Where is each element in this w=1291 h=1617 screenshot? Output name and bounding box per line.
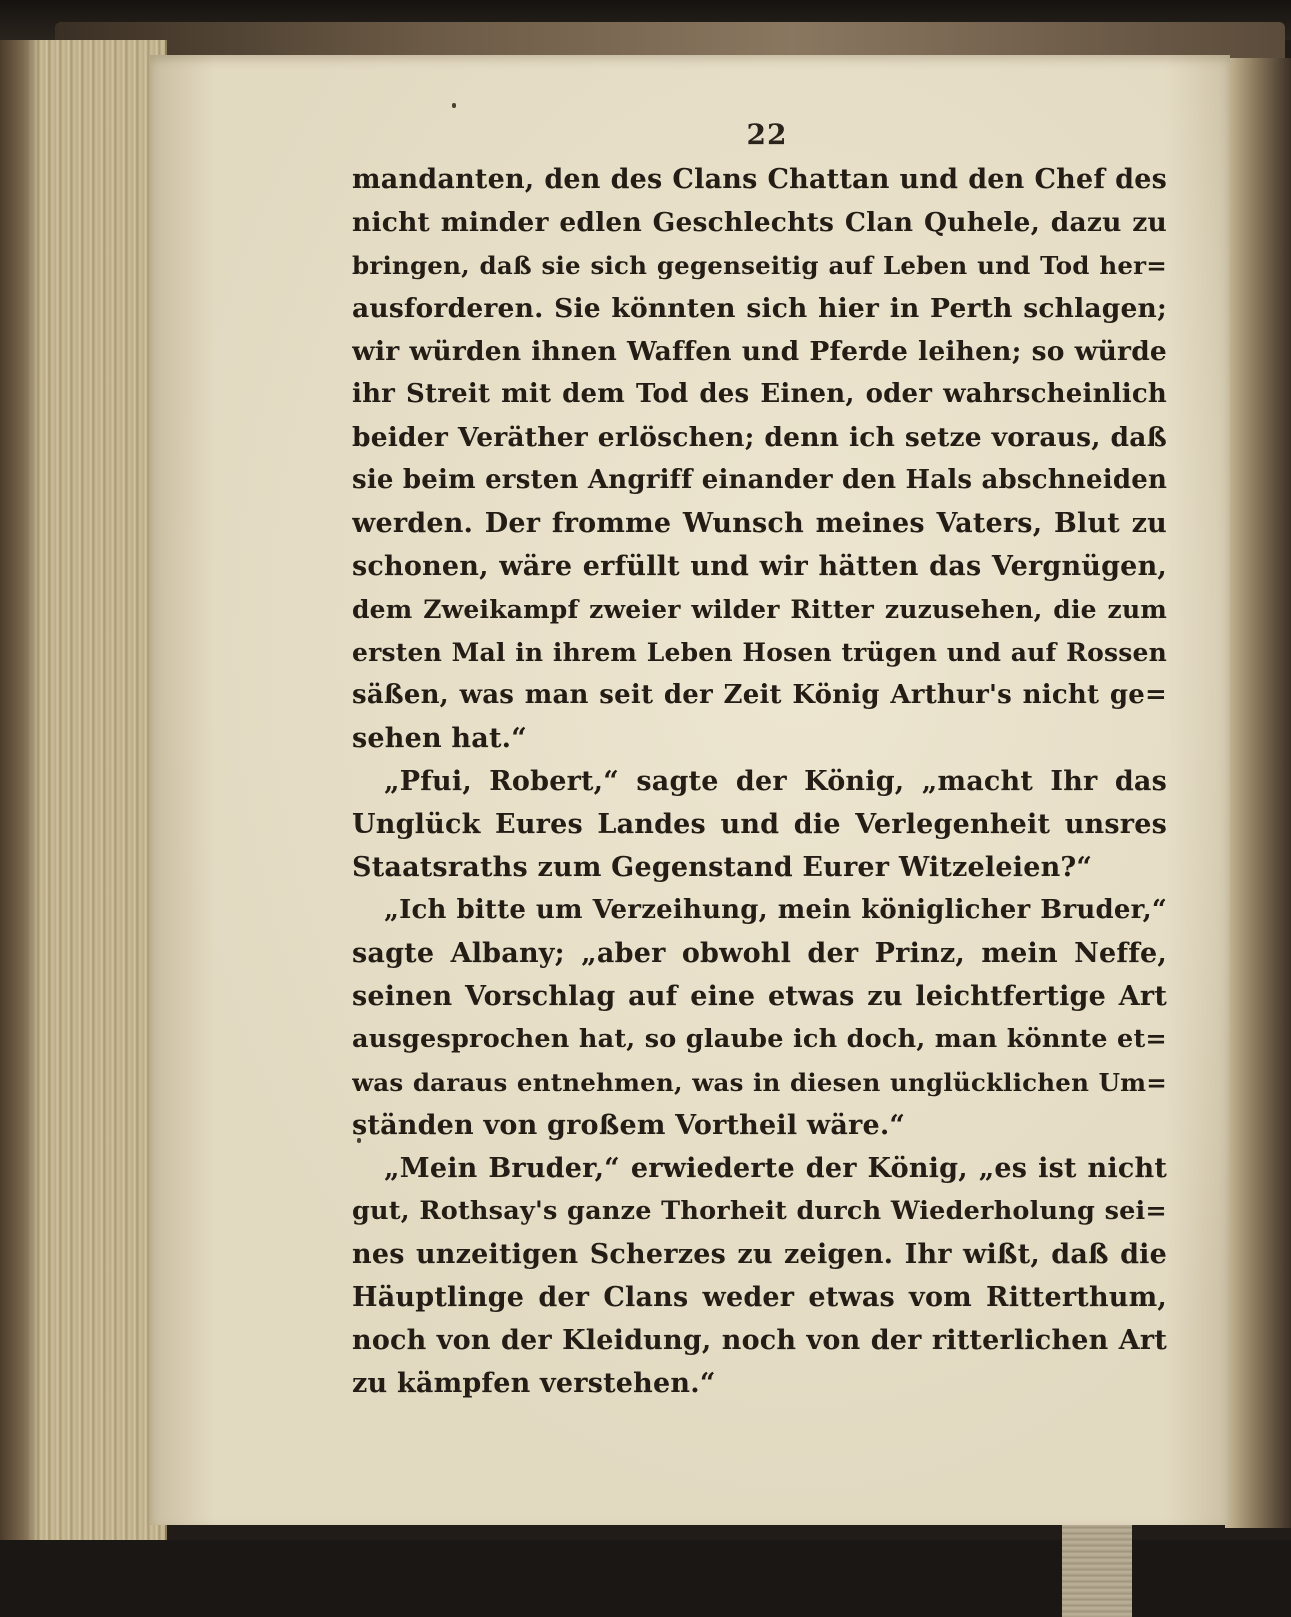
text-line: ausgesprochen hat, so glaube ich doch, man könnte et= — [352, 1024, 1167, 1054]
text-line: nicht minder edlen Geschlechts Clan Quhele, dazu zu — [352, 207, 1167, 238]
page-number: 22 — [746, 118, 788, 151]
page-stack-edges — [0, 40, 167, 1540]
text-line: werden. Der fromme Wunsch meines Vaters, Blut zu — [352, 508, 1167, 539]
text-line: ersten Mal in ihrem Leben Hosen trügen und auf Rossen — [352, 638, 1167, 667]
text-line: beider Veräther erlöschen; denn ich setze voraus, daß — [352, 422, 1167, 453]
text-line: Unglück Eures Landes und die Verlegenheit unsres — [352, 809, 1167, 840]
text-line: ihr Streit mit dem Tod des Einen, oder wahrscheinlich — [352, 379, 1167, 409]
text-line: sie beim ersten Angriff einander den Hals abschneiden — [352, 465, 1167, 495]
text-line: sehen hat.“ — [352, 723, 527, 754]
body-text — [352, 158, 1167, 1405]
text-line: schonen, wäre erfüllt und wir hätten das Vergnügen, — [352, 551, 1167, 582]
ink-speck — [452, 103, 456, 108]
text-line: mandanten, den des Clans Chattan und den Chef des — [352, 164, 1167, 195]
text-line: Häuptlinge der Clans weder etwas vom Ritterthum, — [352, 1282, 1167, 1313]
text-line: wir würden ihnen Waffen und Pferde leihen; so würde — [352, 336, 1167, 367]
text-line: ständen von großem Vortheil wäre.“ — [352, 1110, 906, 1141]
text-line: seinen Vorschlag auf eine etwas zu leichtfertige Art — [352, 981, 1167, 1012]
text-line: zu kämpfen verstehen.“ — [352, 1368, 716, 1399]
text-line: noch von der Kleidung, noch von der ritterlichen Art — [352, 1325, 1167, 1356]
text-line: gut, Rothsay's ganze Thorheit durch Wiederholung sei= — [352, 1196, 1167, 1226]
text-line: säßen, was man seit der Zeit König Arthur's nicht ge= — [352, 680, 1167, 710]
text-line: „Pfui, Robert,“ sagte der König, „macht Ihr das — [384, 766, 1167, 797]
book-spine-shadow — [1225, 58, 1291, 1528]
text-line: was daraus entnehmen, was in diesen unglücklichen Um= — [352, 1068, 1167, 1097]
text-line: „Mein Bruder,“ erwiederte der König, „es ist nicht — [384, 1153, 1167, 1184]
text-line: Staatsraths zum Gegenstand Eurer Witzeleien?“ — [352, 852, 1093, 883]
text-line: nes unzeitigen Scherzes zu zeigen. Ihr wißt, daß die — [352, 1239, 1167, 1270]
text-line: „Ich bitte um Verzeihung, mein königlicher Bruder,“ — [384, 895, 1167, 925]
text-line: sagte Albany; „aber obwohl der Prinz, mein Neffe, — [352, 938, 1167, 969]
text-line: bringen, daß sie sich gegenseitig auf Leben und Tod her= — [352, 251, 1167, 280]
text-line: dem Zweikampf zweier wilder Ritter zuzusehen, die zum — [352, 595, 1167, 624]
bookmark-ribbon — [1062, 1525, 1132, 1617]
text-line: ausforderen. Sie könnten sich hier in Perth schlagen; — [352, 293, 1167, 324]
